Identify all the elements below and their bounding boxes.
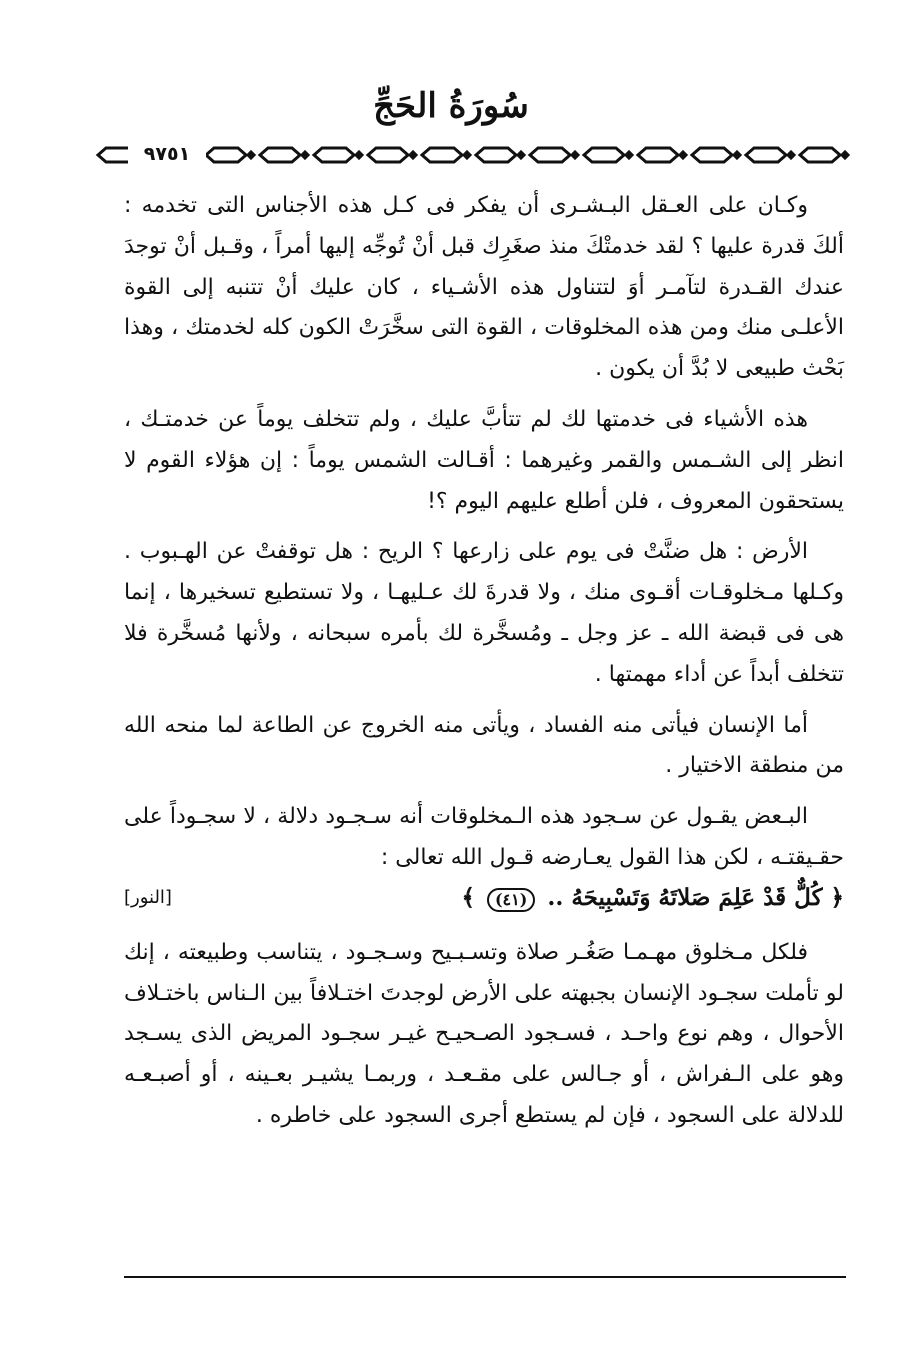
chain-link-shape — [800, 148, 840, 162]
chain-link-shape — [260, 148, 300, 162]
chain-link-shape — [206, 148, 246, 162]
chain-link-shape — [692, 148, 732, 162]
chain-diamond-shape — [734, 152, 740, 158]
verse-closing: ﴾ — [461, 884, 475, 912]
chain-link-shape — [530, 148, 570, 162]
chain-diamond-shape — [788, 152, 794, 158]
chain-diamond-shape — [518, 152, 524, 158]
page-body — [124, 186, 844, 1147]
page-number: ٩٧٥١ — [128, 143, 206, 165]
chain-diamond-shape — [248, 152, 254, 158]
surah-title: سُورَةُ الحَجِّ — [373, 86, 529, 126]
paragraph-6: فلكل مـخلوق مهـمـا صَغُـر صلاة وتسـبـيح وسـجـود ، يتناسب وطبيعته ، إنك لو تأملت سجـود الإنسان بجبهته على الأرض لوجدتَ اختـلافاً بين الـناس باختـلاف الأحوال ، وهم نوع واحـد ، فسـجود الصـحيـح غيـر سجـود المريض الذى يسـجد وهو على الـفراش ، أو جـالس على مقـعـد ، وربمـا يشيـر بعـينه ، أو أصبـعـه للدلالة على السجود ، فإن لم يستطع أجرى السجود على خاطره . — [124, 939, 844, 1128]
chain-diamond-shape — [410, 152, 416, 158]
ornamental-border — [94, 142, 862, 168]
chain-link-shape — [746, 148, 786, 162]
paragraph-2: هذه الأشياء فى خدمتها لك لم تتأبَّ عليك ، ولم تتخلف يوماً عن خدمتـك ، انظر إلى الشـمس والقمر وغيرهما : أقـالت الشمس يوماً : إن هؤلاء القوم لا يستحقون المعروف ، فلن أطلع عليهم اليوم ؟! — [124, 406, 844, 514]
chain-diamond-shape — [680, 152, 686, 158]
paragraph-5: البـعض يقـول عن سـجود هذه الـمخلوقات أنه سـجـود دلالة ، لا سجـوداً على حقـيقتـه ، لكن هذا القول يعـارضه قـول الله تعالى : — [124, 804, 844, 870]
chain-link-shape — [638, 148, 678, 162]
chain-link-shape — [422, 148, 462, 162]
quran-verse-line — [124, 879, 844, 919]
chain-link-shape — [368, 148, 408, 162]
paragraph-1: وكـان على العـقل البـشـرى أن يفكر فى كـل هذه الأجناس التى تخدمه : ألكَ قدرة عليها ؟ لقد خدمتْكَ منذ صغَرِك قبل أنْ تُوجِّه إليها أمراً ، وقـبل أنْ توجدَ عندك القـدرة لتآمـر أوَ لتتناول هذه الأشـياء ، كان عليك أنْ تتنبه إلى القوة الأعلـى منك ومن هذه المخلوقات ، القوة التى سخَّرَتْ الكون كله لخدمتك ، وهذا بَحْث طبيعى لا بُدَّ أن يكون . — [124, 193, 844, 382]
verse-text: ﴿ كُلٌّ قَدْ عَلِمَ صَلاتَهُ وَتَسْبِيحَهُ .. — [547, 884, 844, 912]
paragraph-4: أما الإنسان فيأتى منه الفساد ، ويأتى منه الخروج عن الطاعة لما منحه الله من منطقة الاختيار . — [124, 712, 844, 779]
chain-diamond-shape — [302, 152, 308, 158]
chain-link-shape — [584, 148, 624, 162]
chain-diamond-shape — [626, 152, 632, 158]
ayah-number: (٤١) — [487, 888, 535, 912]
footer-rule — [124, 1276, 846, 1278]
chain-link-shape — [314, 148, 354, 162]
chain-diamond-shape — [464, 152, 470, 158]
chain-diamond-shape — [572, 152, 578, 158]
quran-verse — [461, 878, 844, 919]
paragraph-3: الأرض : هل ضنَّتْ فى يوم على زارعها ؟ الريح : هل توقفتْ عن الهـبوب . وكـلها مـخلوقـات أقـوى منك ، ولا قدرةَ لك عـليهـا ، ولا تستطيع تسخيرها ، إنما هى فى قبضة الله ـ عز وجل ـ ومُسخَّرة لك بأمره سبحانه ، ولأنها مُسخَّرة فلا تتخلف أبداً عن أداء مهمتها . — [124, 539, 844, 687]
chain-link-shape — [476, 148, 516, 162]
chain-diamond-shape — [356, 152, 362, 158]
border-ornament-icon — [94, 142, 862, 168]
surah-reference: [النور] — [124, 887, 172, 909]
chain-diamond-shape — [842, 152, 848, 158]
